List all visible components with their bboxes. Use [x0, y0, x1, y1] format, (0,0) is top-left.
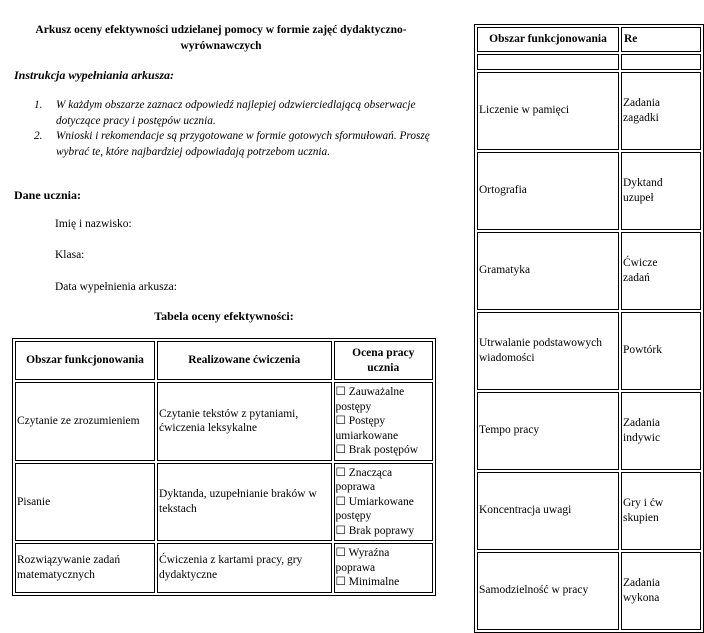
evaluation-table	[12, 338, 436, 596]
spacer-row	[477, 54, 701, 70]
instruction-item: 1. W każdym obszarze zaznacz odpowiedź najlepiej odzwierciedlającą obserwacje dotyczące pracy i postępów ucznia.	[34, 99, 416, 127]
exercises-cell: Zadania indywic	[621, 392, 701, 470]
checkbox-option[interactable]: ☐ Wyraźna poprawa	[335, 547, 390, 574]
instructions-list	[34, 98, 434, 160]
table-title: Tabela oceny efektywności:	[154, 309, 294, 323]
instructions-heading: Instrukcja wypełniania arkusza:	[14, 68, 175, 82]
evaluation-cell	[334, 543, 433, 593]
instruction-item: 2. Wnioski i rekomendacje są przygotowane w formie gotowych sformułowań. Proszę wybrać te, które najbardziej odpowiadają potrzebom ucznia.	[34, 130, 430, 158]
exercises-cell: Dyktand uzupeł	[621, 152, 701, 230]
table-row	[477, 552, 701, 630]
table-row	[15, 382, 433, 461]
area-cell: Tempo pracy	[477, 392, 619, 470]
exercises-cell: Czytanie tekstów z pytaniami, ćwiczenia leksykalne	[157, 382, 332, 461]
checkbox-option[interactable]: ☐ Brak poprawy	[335, 524, 415, 537]
exercises-cell: Powtórk	[621, 312, 701, 390]
table-row	[477, 392, 701, 470]
checkbox-option[interactable]: ☐ Postępy umiarkowane	[335, 415, 399, 442]
checkbox-option[interactable]: ☐ Minimalne	[335, 576, 400, 588]
table-row	[15, 463, 433, 542]
exercises-cell: Dyktanda, uzupełnianie braków w tekstach	[157, 463, 332, 542]
area-cell: Koncentracja uwagi	[477, 472, 619, 550]
checkbox-option[interactable]: ☐ Brak postępów	[335, 444, 419, 456]
document-title: Arkusz oceny efektywności udzielanej pomocy w formie zajęć dydaktyczno-wyrównawczych	[35, 24, 407, 52]
evaluation-cell	[334, 382, 433, 461]
header-area: Obszar funkcjonowania	[15, 341, 155, 380]
checkbox-option[interactable]: ☐ Zauważalne postępy	[335, 386, 405, 413]
document-page-2	[470, 0, 666, 604]
exercises-cell: Ćwicze zadań	[621, 232, 701, 310]
table-row	[15, 543, 433, 593]
student-class-label: Klasa:	[55, 249, 85, 261]
student-name-label: Imię i nazwisko:	[55, 218, 132, 230]
area-cell: Rozwiązywanie zadań matematycznych	[15, 543, 155, 593]
table-row	[477, 472, 701, 550]
header-area: Obszar funkcjonowania	[477, 27, 619, 52]
area-cell: Liczenie w pamięci	[477, 72, 619, 150]
area-cell: Czytanie ze zrozumieniem	[15, 382, 155, 461]
student-data-heading: Dane ucznia:	[14, 188, 81, 202]
table-row	[477, 232, 701, 310]
header-evaluation: Ocena pracy ucznia	[334, 341, 433, 380]
table-row	[477, 152, 701, 230]
fill-date-label: Data wypełnienia arkusza:	[55, 281, 177, 293]
exercises-cell: Ćwiczenia z kartami pracy, gry dydaktyczne	[157, 543, 332, 593]
exercises-cell: Gry i ćw skupien	[621, 472, 701, 550]
table-row	[477, 312, 701, 390]
area-cell: Ortografia	[477, 152, 619, 230]
area-cell: Samodzielność w pracy	[477, 552, 619, 630]
checkbox-option[interactable]: ☐ Umiarkowane postępy	[335, 495, 414, 522]
area-cell: Gramatyka	[477, 232, 619, 310]
checkbox-option[interactable]: ☐ Znacząca poprawa	[335, 466, 393, 493]
area-cell: Utrwalanie podstawowych wiadomości	[477, 312, 619, 390]
header-exercises-clipped: Re	[621, 27, 701, 52]
exercises-cell: Zadania wykona	[621, 552, 701, 630]
table-header-row	[15, 341, 433, 380]
table-header-row	[477, 27, 701, 52]
evaluation-table-continued	[474, 24, 704, 633]
area-cell: Pisanie	[15, 463, 155, 542]
exercises-cell: Zadania zagadki	[621, 72, 701, 150]
evaluation-cell	[334, 463, 433, 542]
table-row	[477, 72, 701, 150]
header-exercises: Realizowane ćwiczenia	[157, 341, 332, 380]
